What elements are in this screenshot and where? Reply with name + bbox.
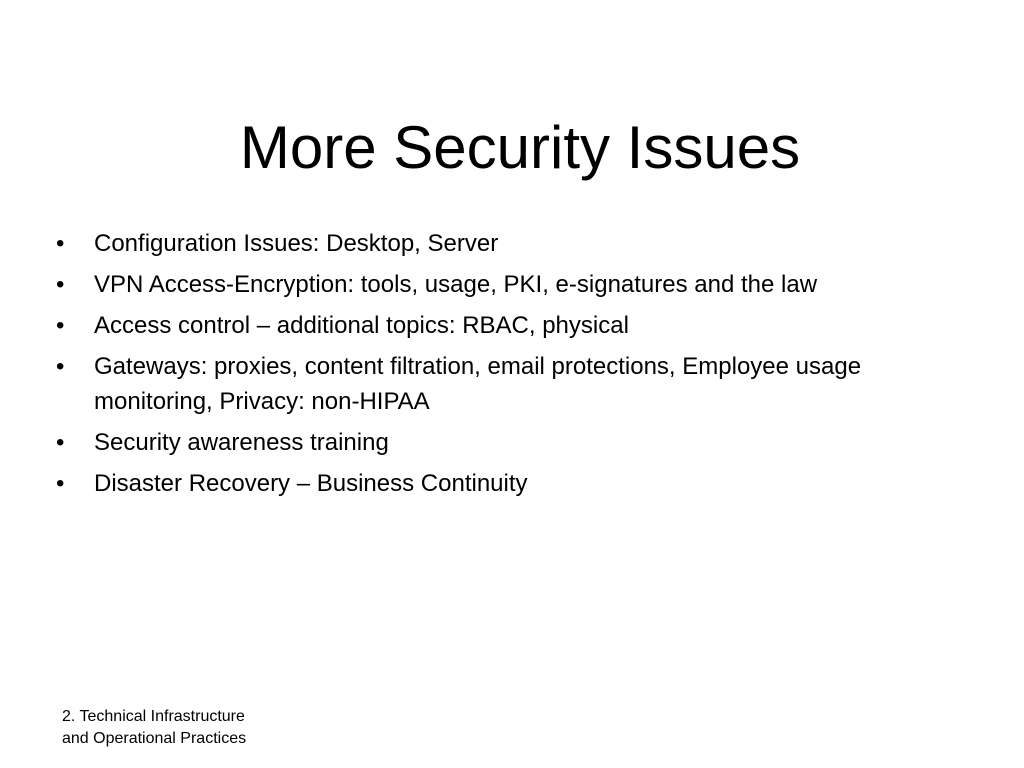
- slide-footer: 2. Technical Infrastructure and Operational Practices: [62, 708, 247, 747]
- bullet-text: VPN Access-Encryption: tools, usage, PKI, e-signatures and the law: [94, 271, 818, 298]
- bullet-marker: •: [56, 312, 65, 339]
- bullet-item: [56, 466, 946, 501]
- bullet-item: [56, 425, 946, 460]
- bullet-marker: •: [56, 429, 65, 456]
- bullet-text: Gateways: proxies, content filtration, email protections, Employee usage monitoring, Privacy: non-HIPAA: [94, 353, 862, 415]
- bullet-text: Disaster Recovery – Business Continuity: [94, 470, 528, 497]
- bullet-item: [56, 349, 946, 419]
- bullet-marker: •: [56, 353, 65, 380]
- bullet-text: Access control – additional topics: RBAC, physical: [94, 312, 629, 339]
- bullet-marker: •: [56, 230, 65, 257]
- bullet-text: Configuration Issues: Desktop, Server: [94, 230, 499, 257]
- bullet-marker: •: [56, 470, 65, 497]
- bullet-item: [56, 308, 946, 343]
- bullet-text: Security awareness training: [94, 429, 389, 456]
- bullet-item: [56, 226, 946, 261]
- bullet-item: [56, 267, 946, 302]
- slide-title: More Security Issues: [239, 114, 801, 181]
- bullet-marker: •: [56, 271, 65, 298]
- bullet-list: [56, 226, 946, 507]
